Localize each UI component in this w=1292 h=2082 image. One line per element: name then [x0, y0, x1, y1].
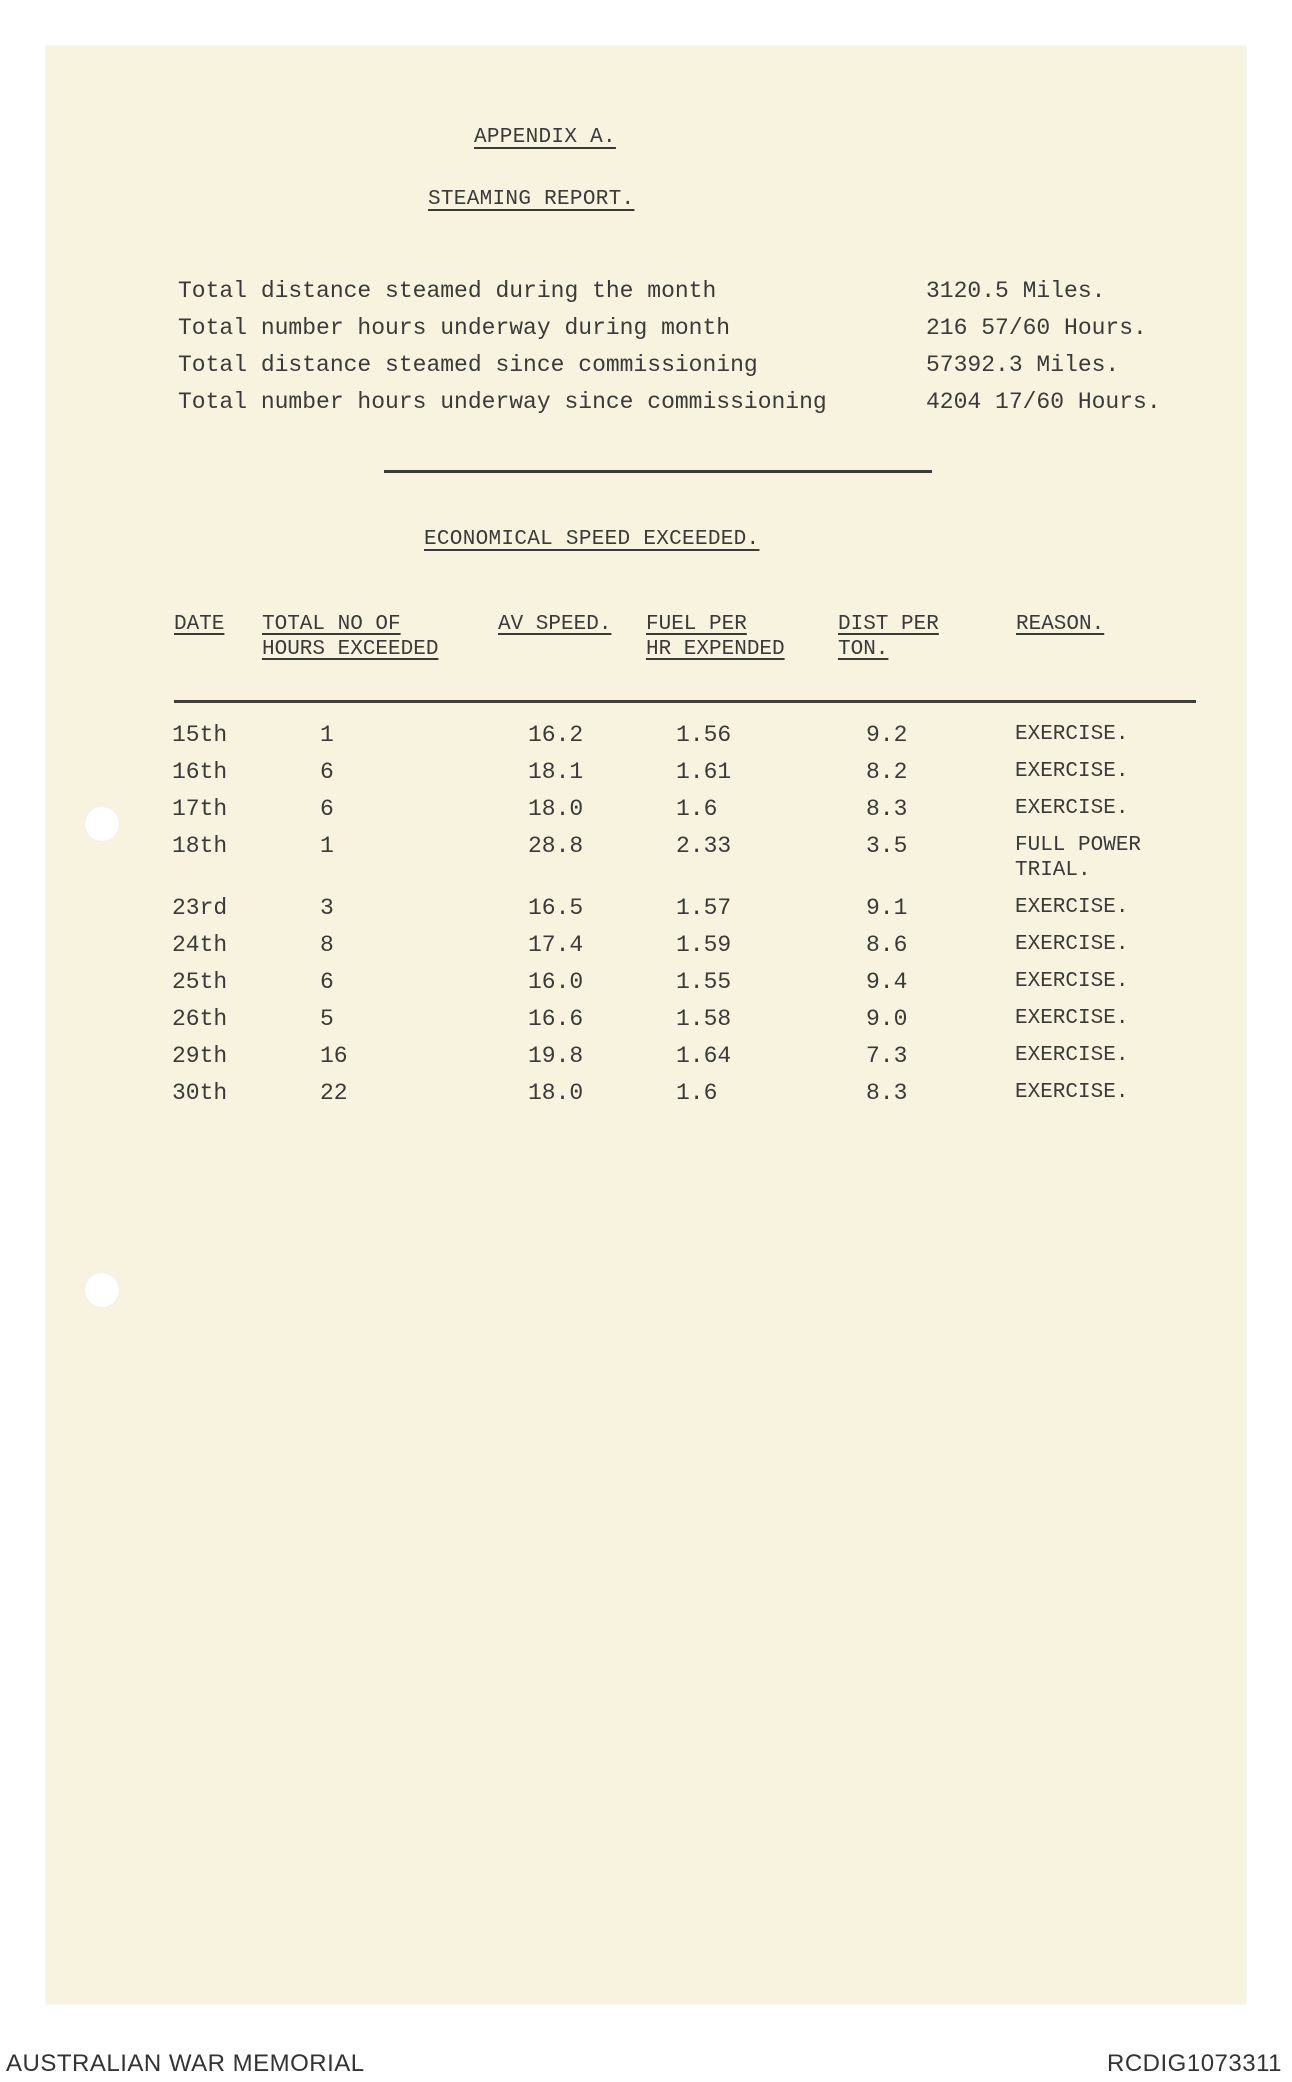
table-header-divider — [174, 700, 1196, 703]
reason-cell — [1015, 833, 1141, 883]
reason-line: FULL POWER — [1015, 834, 1142, 857]
appendix-title: APPENDIX A. — [474, 126, 616, 149]
column-header-speed-label: AV SPEED. — [498, 613, 612, 636]
summary-row — [178, 389, 1198, 426]
column-header-dist-line1: DIST PER — [838, 613, 939, 636]
reason-cell — [1015, 1043, 1128, 1068]
summary-label: Total number hours underway since commissioning — [178, 389, 827, 415]
table-row — [0, 932, 1292, 969]
table-row — [0, 722, 1292, 759]
column-header-reason — [1016, 612, 1104, 637]
summary-row — [178, 315, 1198, 352]
date-cell: 25th — [172, 969, 228, 995]
fuel-cell: 1.59 — [676, 932, 732, 958]
column-header-hours-line2: HOURS EXCEEDED — [262, 638, 439, 661]
column-header-dist-line2: TON. — [838, 638, 889, 661]
speed-cell: 19.8 — [528, 1043, 584, 1069]
speed-cell: 18.0 — [528, 1080, 584, 1106]
speed-cell: 16.6 — [528, 1006, 584, 1032]
date-cell: 24th — [172, 932, 228, 958]
dist-cell: 9.2 — [866, 722, 908, 748]
dist-cell: 9.4 — [866, 969, 908, 995]
reason-line: EXERCISE. — [1015, 933, 1129, 956]
column-header-dist — [838, 612, 939, 662]
footer-institution: AUSTRALIAN WAR MEMORIAL — [6, 2050, 365, 2077]
speed-cell: 16.5 — [528, 895, 584, 921]
summary-value: 57392.3 Miles. — [926, 352, 1120, 378]
column-header-reason-label: REASON. — [1016, 613, 1105, 636]
dist-cell: 7.3 — [866, 1043, 908, 1069]
reason-line: EXERCISE. — [1015, 1007, 1129, 1030]
table-row — [0, 895, 1292, 932]
hours-cell: 5 — [320, 1006, 334, 1032]
hours-cell: 1 — [320, 722, 334, 748]
summary-value: 4204 17/60 Hours. — [926, 389, 1161, 415]
dist-cell: 8.3 — [866, 796, 908, 822]
speed-cell: 18.0 — [528, 796, 584, 822]
column-header-date — [174, 612, 224, 637]
fuel-cell: 1.55 — [676, 969, 732, 995]
hours-cell: 16 — [320, 1043, 348, 1069]
summary-value: 3120.5 Miles. — [926, 278, 1106, 304]
reason-cell — [1015, 895, 1128, 920]
reason-line: EXERCISE. — [1015, 723, 1129, 746]
table-row — [0, 759, 1292, 796]
reason-cell — [1015, 796, 1128, 821]
fuel-cell: 2.33 — [676, 833, 732, 859]
reason-cell — [1015, 759, 1128, 784]
speed-cell: 16.2 — [528, 722, 584, 748]
hours-cell: 6 — [320, 759, 334, 785]
dist-cell: 9.1 — [866, 895, 908, 921]
hours-cell: 6 — [320, 796, 334, 822]
summary-label: Total distance steamed during the month — [178, 278, 717, 304]
reason-cell — [1015, 969, 1128, 994]
fuel-cell: 1.58 — [676, 1006, 732, 1032]
hours-cell: 1 — [320, 833, 334, 859]
reason-cell — [1015, 932, 1128, 957]
table-row — [0, 1043, 1292, 1080]
fuel-cell: 1.6 — [676, 1080, 718, 1106]
column-header-hours-line1: TOTAL NO OF — [262, 613, 401, 636]
hours-cell: 8 — [320, 932, 334, 958]
table-row — [0, 969, 1292, 1006]
hours-cell: 22 — [320, 1080, 348, 1106]
fuel-cell: 1.64 — [676, 1043, 732, 1069]
fuel-cell: 1.61 — [676, 759, 732, 785]
speed-table — [0, 722, 1292, 1117]
reason-line: EXERCISE. — [1015, 896, 1129, 919]
column-header-speed — [498, 612, 611, 637]
column-header-hours — [262, 612, 438, 662]
column-header-date-label: DATE — [174, 613, 225, 636]
date-cell: 30th — [172, 1080, 228, 1106]
punch-hole-bottom — [84, 1272, 120, 1308]
report-title: STEAMING REPORT. — [428, 188, 635, 211]
reason-cell — [1015, 1006, 1128, 1031]
dist-cell: 8.3 — [866, 1080, 908, 1106]
date-cell: 18th — [172, 833, 228, 859]
dist-cell: 8.6 — [866, 932, 908, 958]
date-cell: 29th — [172, 1043, 228, 1069]
table-row — [0, 833, 1292, 895]
summary-row — [178, 278, 1198, 315]
date-cell: 15th — [172, 722, 228, 748]
dist-cell: 3.5 — [866, 833, 908, 859]
speed-cell: 17.4 — [528, 932, 584, 958]
summary-label: Total number hours underway during month — [178, 315, 731, 341]
reason-cell — [1015, 1080, 1128, 1105]
column-header-fuel — [646, 612, 785, 662]
summary-label: Total distance steamed since commissioning — [178, 352, 758, 378]
summary-block — [178, 278, 1198, 426]
column-header-fuel-line2: HR EXPENDED — [646, 638, 785, 661]
reason-line: EXERCISE. — [1015, 797, 1129, 820]
table-row — [0, 796, 1292, 833]
summary-row — [178, 352, 1198, 389]
reason-cell — [1015, 722, 1128, 747]
dist-cell: 8.2 — [866, 759, 908, 785]
reason-line: EXERCISE. — [1015, 1081, 1129, 1104]
footer-record-id: RCDIG1073311 — [1107, 2050, 1282, 2077]
table-row — [0, 1080, 1292, 1117]
table-row — [0, 1006, 1292, 1043]
summary-value: 216 57/60 Hours. — [926, 315, 1147, 341]
fuel-cell: 1.57 — [676, 895, 732, 921]
hours-cell: 3 — [320, 895, 334, 921]
dist-cell: 9.0 — [866, 1006, 908, 1032]
speed-cell: 18.1 — [528, 759, 584, 785]
reason-line: EXERCISE. — [1015, 760, 1129, 783]
fuel-cell: 1.6 — [676, 796, 718, 822]
reason-line-2: TRIAL. — [1015, 859, 1091, 882]
hours-cell: 6 — [320, 969, 334, 995]
date-cell: 26th — [172, 1006, 228, 1032]
reason-line: EXERCISE. — [1015, 1044, 1129, 1067]
date-cell: 23rd — [172, 895, 228, 921]
speed-cell: 16.0 — [528, 969, 584, 995]
reason-line: EXERCISE. — [1015, 970, 1129, 993]
section-divider — [384, 470, 932, 473]
speed-cell: 28.8 — [528, 833, 584, 859]
column-header-fuel-line1: FUEL PER — [646, 613, 747, 636]
section-title: ECONOMICAL SPEED EXCEEDED. — [424, 528, 760, 551]
fuel-cell: 1.56 — [676, 722, 732, 748]
date-cell: 16th — [172, 759, 228, 785]
date-cell: 17th — [172, 796, 228, 822]
